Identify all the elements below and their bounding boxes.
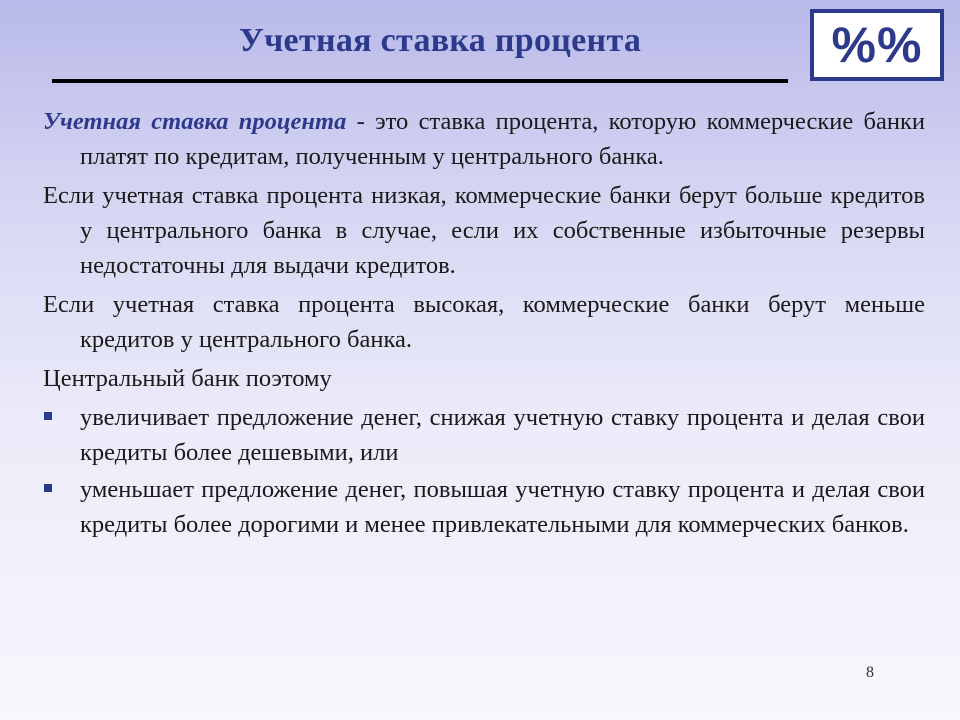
bullet-square-icon	[44, 412, 52, 420]
percent-badge: %%	[810, 9, 944, 81]
bullet-text: увеличивает предложение денег, снижая учетную ставку процента и делая свои кредиты более дешевыми, или	[80, 404, 925, 466]
bullet-item-decrease	[43, 472, 925, 542]
bullet-square-icon	[44, 484, 52, 492]
definition-term: Учетная ставка процента	[43, 108, 347, 135]
paragraph-central-bank: Центральный банк поэтому	[43, 365, 332, 392]
slide-body	[43, 104, 925, 544]
definition-text: - это ставка процента, которую коммерческие банки платят по кредитам, полученным у центрального банка.	[80, 108, 925, 170]
bullet-text: уменьшает предложение денег, повышая учетную ставку процента и делая свои кредиты более дорогими и менее привлекательными для коммерческих банков.	[80, 476, 925, 538]
paragraph-high-rate: Если учетная ставка процента высокая, коммерческие банки берут меньше кредитов у центрального банка.	[43, 291, 925, 353]
paragraph-low-rate: Если учетная ставка процента низкая, коммерческие банки берут больше кредитов у центрального банка в случае, если их собственные избыточные резервы недостаточны для выдачи кредитов.	[43, 182, 925, 279]
slide-title: Учетная ставка процента	[238, 22, 642, 59]
definition-paragraph	[43, 104, 925, 174]
page-number: 8	[866, 664, 874, 681]
title-underline	[52, 79, 788, 83]
bullet-item-increase	[43, 400, 925, 470]
